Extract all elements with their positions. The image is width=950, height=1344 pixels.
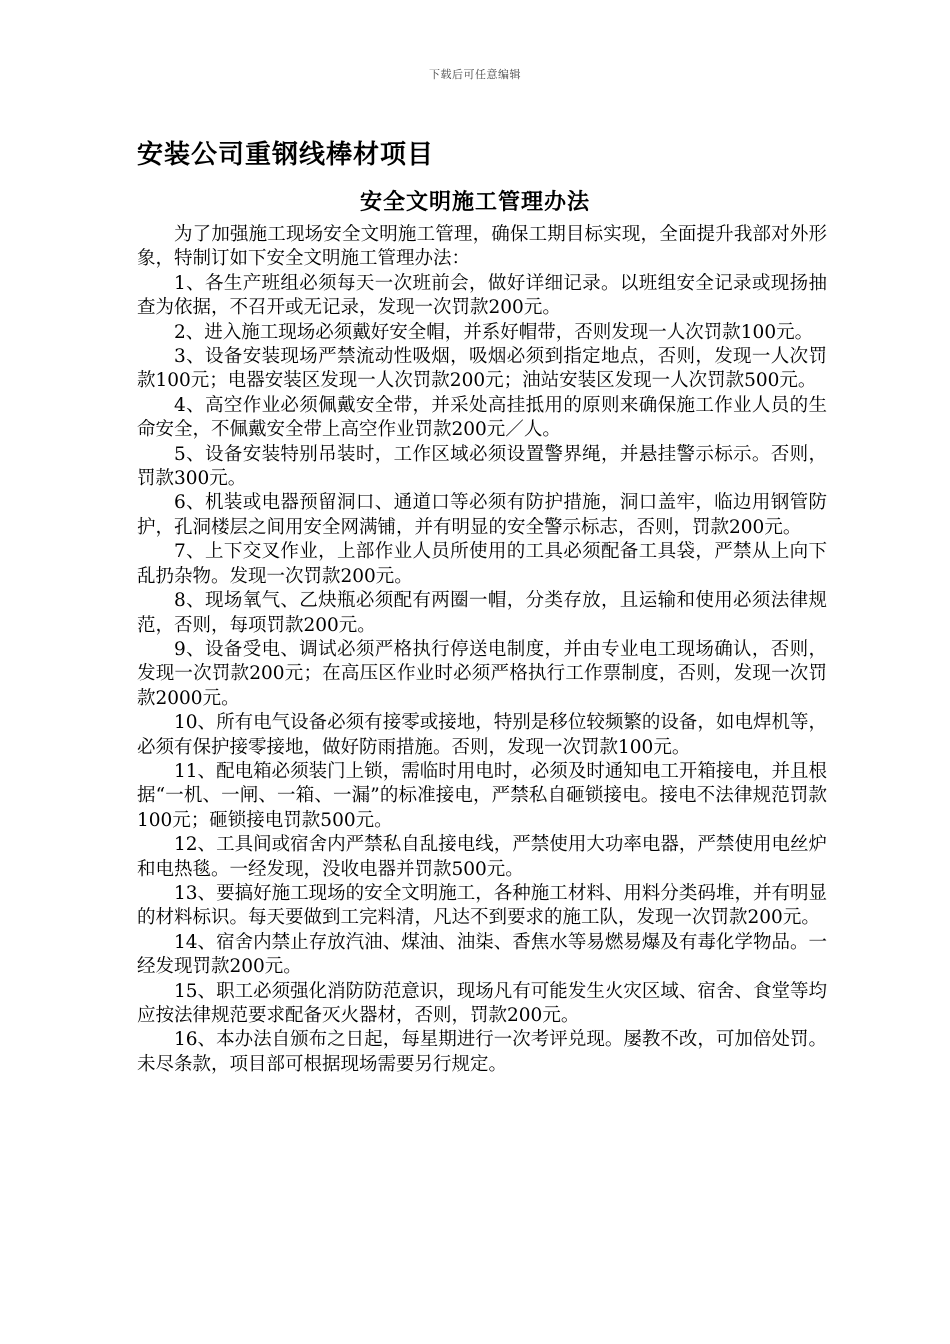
rule-paragraph: 11、配电箱必须装门上锁，需临时用电时，必须及时通知电工开箱接电，并且根据“一机、一闸、一箱、一漏”的标准接电，严禁私自砸锁接电。接电不法律规范罚款100元；砸锁接电罚款500元。 <box>137 760 827 831</box>
rule-paragraph: 7、上下交叉作业，上部作业人员所使用的工具必须配备工具袋，严禁从上向下乱扔杂物。发现一次罚款200元。 <box>137 541 827 587</box>
rule-paragraph: 2、进入施工现场必须戴好安全帽，并系好帽带，否则发现一人次罚款100元。 <box>174 321 814 343</box>
header-note: 下载后可任意编辑 <box>429 68 521 81</box>
rule-paragraph: 3、设备安装现场严禁流动性吸烟，吸烟必须到指定地点，否则，发现一人次罚款100元；电器安装区发现一人次罚款200元；油站安装区发现一人次罚款500元。 <box>137 346 827 392</box>
rule-paragraph: 15、职工必须强化消防防范意识，现场凡有可能发生火灾区域、宿舍、食堂等均应按法律规范要求配备灭火器材，否则，罚款200元。 <box>137 980 827 1026</box>
rule-paragraph: 5、设备安装特别吊装时，工作区域必须设置警界绳，并悬挂警示标示。否则，罚款300元。 <box>137 443 827 490</box>
rule-paragraph: 1、各生产班组必须每天一次班前会，做好详细记录。以班组安全记录或现扬抽查为依据，不召开或无记录，发现一次罚款200元。 <box>137 272 827 319</box>
rule-paragraph: 4、高空作业必须佩戴安全带，并采处高挂抵用的原则来确保施工作业人员的生命安全，不佩戴安全带上高空作业罚款200元／人。 <box>137 394 827 441</box>
rule-paragraph: 9、设备受电、调试必须严格执行停送电制度，并由专业电工现场确认，否则，发现一次罚款200元；在高压区作业时必须严格执行工作票制度，否则，发现一次罚款2000元。 <box>137 638 827 709</box>
rule-paragraph: 8、现场氧气、乙炔瓶必须配有两圈一帽，分类存放，且运输和使用必须法律规范，否则，每项罚款200元。 <box>137 590 827 636</box>
intro-paragraph: 为了加强施工现场安全文明施工管理，确保工期目标实现，全面提升我部对外形象，特制订如下安全文明施工管理办法： <box>137 224 827 270</box>
rule-paragraph: 12、工具间或宿舍内严禁私自乱接电线，严禁使用大功率电器，严禁使用电丝炉和电热毯。一经发现，没收电器并罚款500元。 <box>137 834 827 880</box>
rule-paragraph: 10、所有电气设备必须有接零或接地，特别是移位较频繁的设备，如电焊机等，必须有保护接零接地，做好防雨措施。否则，发现一次罚款100元。 <box>137 712 827 758</box>
rule-paragraph: 6、机装或电器预留洞口、通道口等必须有防护措施，洞口盖牢，临边用钢管防护，孔洞楼层之间用安全网满铺，并有明显的安全警示标志，否则，罚款200元。 <box>137 492 827 538</box>
document-title: 安全文明施工管理办法 <box>359 190 590 215</box>
company-title: 安装公司重钢线棒材项目 <box>137 140 435 170</box>
rule-paragraph: 16、本办法自颁布之日起，每星期进行一次考评兑现。屡教不改，可加倍处罚。未尽条款，项目部可根据现场需要另行规定。 <box>137 1029 827 1075</box>
rule-paragraph: 13、要搞好施工现场的安全文明施工，各种施工材料、用料分类码堆，并有明显的材料标识。每天要做到工完料清，凡达不到要求的施工队，发现一次罚款200元。 <box>137 882 827 929</box>
rule-paragraph: 14、宿舍内禁止存放汽油、煤油、油柒、香焦水等易燃易爆及有毒化学物品。一经发现罚款200元。 <box>137 931 827 978</box>
document-body <box>137 223 827 1077</box>
